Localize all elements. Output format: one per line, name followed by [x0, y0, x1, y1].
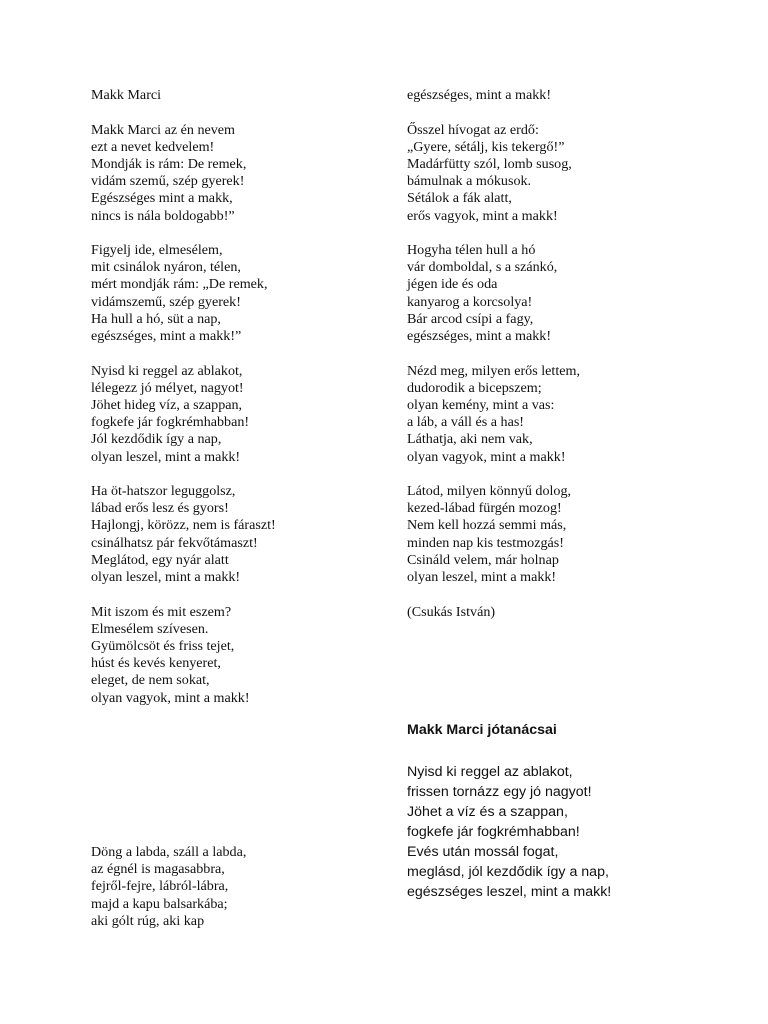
author-name: (Csukás István) — [407, 603, 496, 620]
stanza — [91, 604, 391, 707]
poem-line: majd a kapu balsarkába; — [91, 895, 228, 912]
right-column — [407, 87, 737, 621]
poem-line: Egészséges mint a makk, — [91, 190, 233, 207]
poem-line: olyan leszel, mint a makk! — [407, 569, 557, 586]
stanza — [407, 363, 737, 466]
poem-line: Látod, milyen könnyű dolog, — [407, 483, 572, 500]
stanza — [91, 242, 391, 345]
poem-line: Hajlongj, körözz, nem is fáraszt! — [91, 517, 276, 534]
poem-line: Hogyha télen hull a hó — [407, 242, 536, 259]
poem-line: Meglátod, egy nyár alatt — [91, 551, 229, 568]
tips-title: Makk Marci jótanácsai — [407, 722, 557, 738]
poem-line: „Gyere, sétálj, kis tekergő!” — [407, 138, 565, 155]
poem-line: dudorodik a bicepszem; — [407, 379, 542, 396]
poem-line: Elmesélem szívesen. — [91, 620, 209, 637]
poem-line: Makk Marci az én nevem — [91, 121, 236, 138]
tips-line: Jöhet a víz és a szappan, — [407, 804, 568, 820]
poem-line: vár domboldal, s a szánkó, — [407, 259, 558, 276]
poem-line: olyan vagyok, mint a makk! — [91, 689, 250, 706]
poem-line: Nézd meg, milyen erős lettem, — [407, 362, 580, 379]
left-column-bottom — [91, 844, 391, 930]
tips-line: fogkefe jár fogkrémhabban! — [407, 824, 580, 840]
stanza — [407, 87, 737, 104]
poem-line: Nyisd ki reggel az ablakot, — [91, 362, 243, 379]
poem-line: Döng a labda, száll a labda, — [91, 844, 247, 860]
poem-line: Jöhet hideg víz, a szappan, — [91, 396, 243, 413]
tips-line: Evés után mossál fogat, — [407, 844, 559, 860]
poem-line: Nem kell hozzá semmi más, — [407, 517, 567, 534]
poem-line: Ha öt-hatszor leguggolsz, — [91, 483, 236, 500]
poem-line: Mondják is rám: De remek, — [91, 155, 247, 172]
poem-line: vidámszemű, szép gyerek! — [91, 293, 241, 310]
poem-line: lábad erős lesz és gyors! — [91, 500, 229, 517]
tips-stanza — [407, 762, 737, 902]
stanza — [91, 363, 391, 466]
poem-line: csinálhatsz pár fekvőtámaszt! — [91, 534, 258, 551]
poem-line: húst és kevés kenyeret, — [91, 655, 221, 672]
left-column — [91, 87, 391, 707]
tips-line: egészséges leszel, mint a makk! — [407, 884, 612, 900]
tips-line: meglásd, jól kezdődik így a nap, — [407, 864, 609, 880]
poem-line: egészséges, mint a makk!” — [91, 328, 242, 345]
poem-line: Mit iszom és mit eszem? — [91, 603, 232, 620]
poem-line: minden nap kis testmozgás! — [407, 534, 564, 551]
poem-line: az égnél is magasabbra, — [91, 861, 225, 878]
poem-line: a láb, a váll és a has! — [407, 414, 525, 431]
poem-line: olyan kemény, mint a vas: — [407, 396, 555, 413]
poem-line: vidám szemű, szép gyerek! — [91, 173, 245, 190]
poem-line: egészséges, mint a makk! — [407, 87, 552, 103]
tips-line: Nyisd ki reggel az ablakot, — [407, 764, 573, 780]
poem-line: ezt a nevet kedvelem! — [91, 138, 215, 155]
poem-line: Gyümölcsöt és friss tejet, — [91, 637, 235, 654]
poem-line: kanyarog a korcsolya! — [407, 293, 533, 310]
poem-line: bámulnak a mókusok. — [407, 173, 532, 190]
poem-line: olyan leszel, mint a makk! — [91, 448, 241, 465]
poem-line: jégen ide és oda — [407, 276, 498, 293]
poem-line: Sétálok a fák alatt, — [407, 190, 512, 207]
poem-line: nincs is nála boldogabb!” — [91, 207, 235, 224]
stanza — [91, 844, 391, 930]
poem-line: Láthatja, aki nem vak, — [407, 431, 533, 448]
poem-line: Ősszel hívogat az erdő: — [407, 121, 539, 138]
poem-line: aki gólt rúg, aki kap — [91, 912, 205, 929]
poem-line: kezed-lábad fürgén mozog! — [407, 500, 562, 517]
poem-line: olyan leszel, mint a makk! — [91, 569, 241, 586]
poem-line: mért mondják rám: „De remek, — [91, 276, 268, 293]
stanza — [91, 483, 391, 586]
poem-line: fejről-fejre, lábról-lábra, — [91, 878, 229, 895]
poem-line: Madárfütty szól, lomb susog, — [407, 155, 572, 172]
poem-line: olyan vagyok, mint a makk! — [407, 448, 566, 465]
poem-line: Figyelj ide, elmesélem, — [91, 242, 223, 259]
poem-line: Csináld velem, már holnap — [407, 551, 559, 568]
tips-section — [407, 722, 737, 739]
poem-line: fogkefe jár fogkrémhabban! — [91, 414, 250, 431]
poem-line: erős vagyok, mint a makk! — [407, 207, 558, 224]
poem-line: Bár arcod csípi a fagy, — [407, 310, 534, 327]
poem-line: Jól kezdődik így a nap, — [91, 431, 222, 448]
poem-title: Makk Marci — [91, 87, 162, 103]
stanza — [407, 122, 737, 225]
author-attribution — [407, 604, 737, 621]
poem-line: Ha hull a hó, süt a nap, — [91, 310, 221, 327]
stanza — [91, 122, 391, 225]
poem-line: eleget, de nem sokat, — [91, 672, 210, 689]
tips-line: frissen tornázz egy jó nagyot! — [407, 784, 592, 800]
stanza — [407, 483, 737, 586]
poem-line: lélegezz jó mélyet, nagyot! — [91, 379, 244, 396]
poem-line: mit csinálok nyáron, télen, — [91, 259, 241, 276]
stanza — [407, 242, 737, 345]
poem-line: egészséges, mint a makk! — [407, 328, 552, 345]
